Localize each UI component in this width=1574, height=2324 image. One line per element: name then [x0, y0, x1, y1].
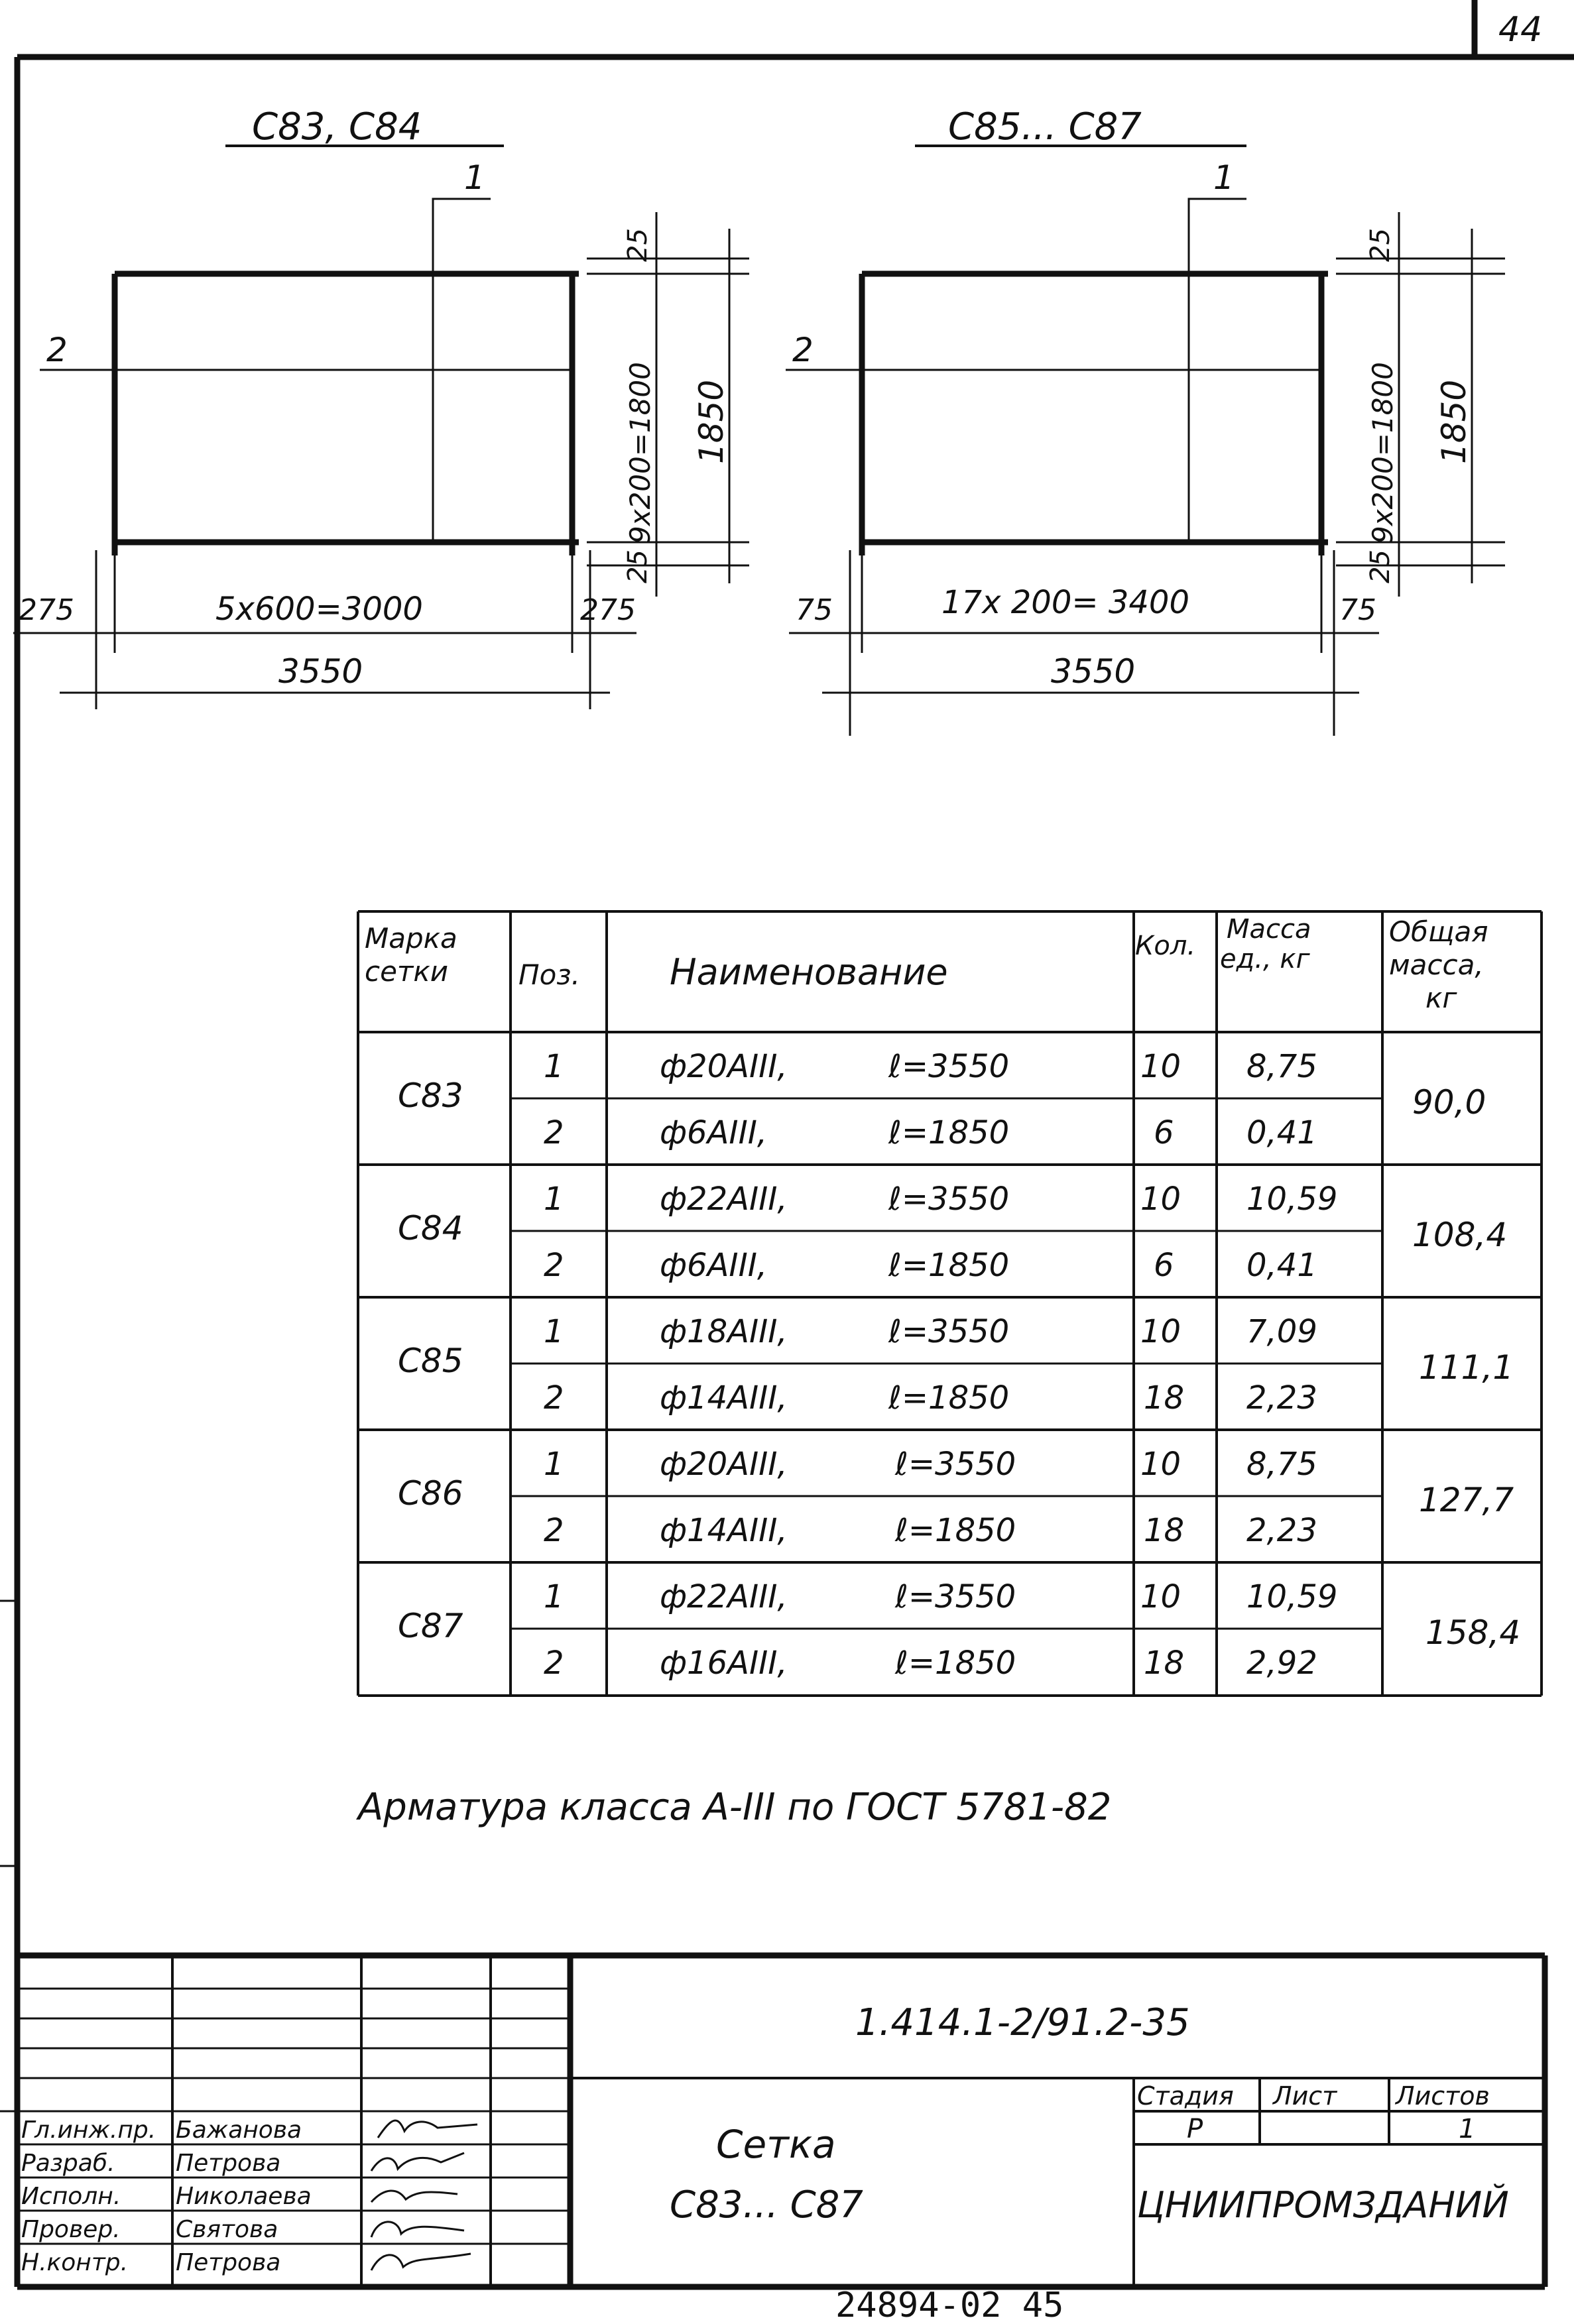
qty-cell: 10: [1140, 1048, 1181, 1085]
mass-cell: 8,75: [1246, 1048, 1317, 1085]
mass-cell: 10,59: [1246, 1578, 1338, 1615]
length-cell: ℓ=1850: [888, 1379, 1010, 1417]
bar-cell: ф6АIII,: [660, 1247, 768, 1284]
mark-cell: С84: [398, 1209, 463, 1248]
item-title: Сетка: [716, 2122, 836, 2167]
dim-right: 75: [1339, 593, 1376, 627]
mass-cell: 2,92: [1246, 1645, 1317, 1682]
header-qty: Кол.: [1135, 931, 1196, 961]
header-pos: Поз.: [518, 959, 580, 991]
dim-left: 275: [19, 593, 74, 627]
mass-cell: 10,59: [1246, 1181, 1338, 1218]
specification-table: [358, 911, 1542, 1696]
qty-cell: 10: [1140, 1181, 1181, 1218]
length-cell: ℓ=3550: [888, 1181, 1010, 1218]
dim-top: 25: [623, 228, 653, 262]
bar-cell: ф16АIII,: [660, 1645, 788, 1682]
qty-cell: 18: [1144, 1512, 1185, 1549]
signature-mark: [378, 2121, 477, 2138]
pos-cell: 1: [544, 1313, 564, 1350]
position-1-label: 1: [464, 158, 485, 197]
role-label: Разраб.: [21, 2150, 115, 2177]
qty-cell: 18: [1144, 1379, 1185, 1417]
dim-grid: 17х 200= 3400: [941, 584, 1189, 621]
name-label: Святова: [176, 2216, 278, 2243]
pos-cell: 1: [544, 1446, 564, 1483]
item-range: С83... С87: [670, 2183, 863, 2227]
mesh-diagram-c83-c84: [13, 105, 749, 709]
length-cell: ℓ=1850: [888, 1247, 1010, 1284]
position-2-label: 2: [46, 331, 68, 369]
dim-spacing: 9х200=1800: [624, 362, 656, 544]
length-cell: ℓ=3550: [895, 1446, 1016, 1483]
mark-cell: С85: [398, 1342, 463, 1380]
pos-cell: 1: [544, 1578, 564, 1615]
dim-total: 3550: [278, 652, 363, 691]
header-total-mass-line1: Общая: [1389, 915, 1488, 948]
stage-value: Р: [1187, 2114, 1203, 2144]
role-label: Н.контр.: [21, 2249, 129, 2276]
mark-cell: С86: [398, 1474, 463, 1513]
signature-mark: [371, 2153, 464, 2171]
mass-cell: 2,23: [1246, 1379, 1317, 1417]
header-total-mass-line2: масса,: [1389, 949, 1484, 981]
bar-cell: ф22АIII,: [660, 1578, 788, 1615]
diagram-title: С85... С87: [948, 105, 1142, 148]
total-cell: 158,4: [1425, 1613, 1521, 1652]
footer-code: 24894-02 45: [835, 2286, 1064, 2324]
header-total-mass-line3: кг: [1425, 982, 1457, 1014]
pos-cell: 2: [544, 1379, 564, 1417]
qty-cell: 6: [1154, 1114, 1174, 1151]
stage-label: Стадия: [1137, 2081, 1234, 2111]
name-label: Петрова: [176, 2249, 281, 2276]
qty-cell: 10: [1140, 1578, 1181, 1615]
bar-cell: ф20АIII,: [660, 1446, 788, 1483]
name-label: Бажанова: [176, 2117, 302, 2144]
pos-cell: 2: [544, 1512, 564, 1549]
bar-cell: ф20АIII,: [660, 1048, 788, 1085]
header-mark-line1: Марка: [365, 922, 457, 955]
sheet-number: 44: [1498, 10, 1543, 50]
signature-mark: [371, 2191, 457, 2202]
signature-mark: [371, 2254, 471, 2270]
length-cell: ℓ=3550: [895, 1578, 1016, 1615]
qty-cell: 18: [1144, 1645, 1185, 1682]
mark-cell: С83: [398, 1076, 463, 1115]
role-label: Исполн.: [21, 2183, 121, 2210]
sheets-label: Листов: [1396, 2081, 1490, 2111]
role-label: Провер.: [21, 2216, 121, 2243]
bar-cell: ф22АIII,: [660, 1181, 788, 1218]
reinforcement-note: Арматура класса А-III по ГОСТ 5781-82: [358, 1786, 1112, 1829]
organization-name: ЦНИИПРОМЗДАНИЙ: [1137, 2184, 1509, 2226]
dim-bottom: 25: [623, 550, 653, 583]
dim-total: 3550: [1051, 652, 1136, 691]
total-cell: 127,7: [1419, 1481, 1514, 1519]
pos-cell: 2: [544, 1645, 564, 1682]
signature-mark: [371, 2222, 464, 2237]
dim-left: 75: [796, 593, 833, 627]
length-cell: ℓ=1850: [888, 1114, 1010, 1151]
dim-right: 275: [580, 593, 636, 627]
dim-spacing: 9х200=1800: [1366, 362, 1399, 544]
total-cell: 111,1: [1419, 1348, 1514, 1387]
dim-bottom: 25: [1365, 550, 1396, 583]
total-cell: 108,4: [1412, 1216, 1508, 1254]
length-cell: ℓ=3550: [888, 1313, 1010, 1350]
bar-cell: ф14АIII,: [660, 1379, 788, 1417]
qty-cell: 10: [1140, 1313, 1181, 1350]
dim-height: 1850: [1435, 379, 1473, 464]
mesh-diagram-c85-c87: [786, 105, 1505, 736]
sheet-label: Лист: [1273, 2081, 1337, 2111]
header-unit-mass-line1: Масса: [1227, 914, 1311, 945]
mass-cell: 7,09: [1246, 1313, 1317, 1350]
dim-grid: 5х600=3000: [215, 591, 423, 628]
role-label: Гл.инж.пр.: [21, 2117, 156, 2144]
mass-cell: 8,75: [1246, 1446, 1317, 1483]
header-unit-mass-line2: ед., кг: [1220, 944, 1310, 974]
total-cell: 90,0: [1412, 1083, 1486, 1122]
name-label: Николаева: [176, 2183, 312, 2210]
diagram-title: С83, С84: [252, 105, 422, 148]
pos-cell: 2: [544, 1114, 564, 1151]
mark-cell: С87: [398, 1607, 463, 1645]
length-cell: ℓ=3550: [888, 1048, 1010, 1085]
title-block: [17, 1955, 1545, 2287]
pos-cell: 1: [544, 1048, 564, 1085]
dim-top: 25: [1365, 228, 1396, 262]
mass-cell: 0,41: [1246, 1114, 1317, 1151]
sheets-value: 1: [1459, 2114, 1476, 2144]
bar-cell: ф18АIII,: [660, 1313, 788, 1350]
mass-cell: 0,41: [1246, 1247, 1317, 1284]
bar-cell: ф6АIII,: [660, 1114, 768, 1151]
dim-height: 1850: [692, 379, 731, 464]
header-name: Наименование: [670, 951, 948, 993]
length-cell: ℓ=1850: [895, 1645, 1016, 1682]
header-mark-line2: сетки: [365, 955, 449, 988]
document-code: 1.414.1-2/91.2-35: [855, 2001, 1190, 2044]
bar-cell: ф14АIII,: [660, 1512, 788, 1549]
mass-cell: 2,23: [1246, 1512, 1317, 1549]
position-2-label: 2: [792, 331, 814, 369]
position-1-label: 1: [1213, 158, 1235, 197]
qty-cell: 10: [1140, 1446, 1181, 1483]
length-cell: ℓ=1850: [895, 1512, 1016, 1549]
qty-cell: 6: [1154, 1247, 1174, 1284]
pos-cell: 2: [544, 1247, 564, 1284]
name-label: Петрова: [176, 2150, 281, 2177]
pos-cell: 1: [544, 1181, 564, 1218]
